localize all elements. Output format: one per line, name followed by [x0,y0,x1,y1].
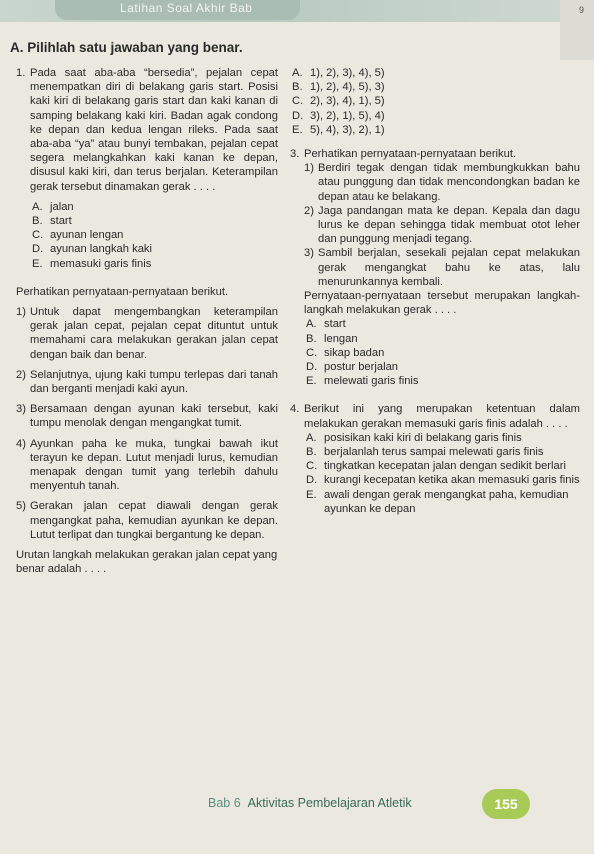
question-2-stem [16,285,278,577]
question-text: Berikut ini yang merupakan ketentuan dalam melakukan gerakan memasuki garis finis adalah . . . . [304,403,580,430]
left-column [16,66,278,577]
option-c[interactable]: C. sikap badan [306,346,385,359]
question-intro: Perhatikan pernyataan-pernyataan berikut. [16,285,229,298]
option-b[interactable]: B. 1), 2), 4), 5), 3) [292,81,385,94]
statement-2: 2) Jaga pandangan mata ke depan. Kepala dan dagu lurus ke depan sehingga tidak membuat otot leher dan punggung menjadi tegang. [304,204,580,246]
option-c[interactable]: C. ayunan lengan [32,229,124,242]
option-c[interactable]: C. tingkatkan kecepatan jalan dengan sedikit berlari [306,460,566,473]
chapter-title: Aktivitas Pembelajaran Atletik [247,796,412,810]
corner-tab [560,0,594,60]
statement-5: 5) Gerakan jalan cepat diawali dengan gerak mengangkat paha, kemudian ayunkan ke depan. Lutut terlipat dan tungkai bergantung ke depan. [16,500,278,541]
option-d[interactable]: D. postur berjalan [306,361,399,374]
statement-2: 2) Selanjutnya, ujung kaki tumpu terlepas dari tanah dan berganti menjadi kaki ayun. [16,368,278,396]
option-d[interactable]: D. kurangi kecepatan ketika akan memasuki garis finis [306,474,580,487]
option-e[interactable]: E. 5), 4), 3), 2), 1) [292,123,385,136]
statement-1: 1) Untuk dapat mengembangkan keterampilan gerak jalan cepat, pejalan cepat dituntut untuk memahami cara melakukan gerakan jalan cepat dengan baik dan benar. [16,306,278,361]
question-outro: Pernyataan-pernyataan tersebut merupakan langkah-langkah melakukan gerak . . . . [304,290,580,317]
question-outro: Urutan langkah melakukan gerakan jalan cepat yang benar adalah . . . . [16,549,278,576]
question-1 [16,66,278,271]
chapter-label: Bab 6 [208,796,241,810]
option-a[interactable]: A. start [306,318,346,331]
right-column [290,66,580,520]
page-footer [0,785,594,825]
statement-4: 4) Ayunkan paha ke muka, tungkai bawah ikut terayun ke depan. Lutut menjadi lurus, kemudian menapak dengan tumit yang terlebih dahulu menyentuh tanah. [16,437,278,493]
question-intro: Perhatikan pernyataan-pernyataan berikut. [304,148,517,161]
question-number: 3. [290,148,300,161]
header-title: Latihan Soal Akhir Bab [120,1,253,15]
question-text: Pada saat aba-aba “bersedia”, pejalan cepat menempatkan diri di belakang garis start. Posisi kaki kiri di belakang garis start dan kaki kanan di samping belakang kaki kiri. Badan agak condong ke depan dan kedua lengan rileks. Pada saat aba-aba “ya” atau bunyi tembakan, pejalan cepat segera melangkahkan kaki kanan ke depan, disusul kaki kiri, dan terus berjalan. Keterampilan gerak tersebut dinamakan gerak . . . . [30,67,278,193]
option-d[interactable]: D. ayunan langkah kaki [32,243,153,256]
section-heading: A. Pilihlah satu jawaban yang benar. [10,40,243,55]
statement-3: 3) Sambil berjalan, sesekali pejalan cepat melakukan gerak mengangkat bahu ke atas, lalu menurunkannya kembali. [304,247,580,288]
question-number: 4. [290,403,300,416]
option-d[interactable]: D. 3), 2), 1), 5), 4) [292,109,385,122]
option-c[interactable]: C. 2), 3), 4), 1), 5) [292,95,385,108]
statement-1: 1) Berdiri tegak dengan tidak membungkukkan bahu atau punggung dan tidak mencondongkan badan ke depan atau ke belakang. [304,162,580,203]
corner-number: 9 [578,5,584,15]
question-2-options [290,66,580,137]
option-e[interactable]: E. awali dengan gerak mengangkat paha, kemudian ayunkan ke depan [306,488,569,515]
question-3 [290,147,580,388]
option-e[interactable]: E. memasuki garis finis [32,257,152,270]
option-a[interactable]: A. posisikan kaki kiri di belakang garis finis [306,431,522,444]
option-b[interactable]: B. start [32,215,72,228]
footer-title [208,796,412,810]
option-a[interactable]: A. 1), 2), 3), 4), 5) [292,67,385,79]
statement-3: 3) Bersamaan dengan ayunan kaki tersebut, kaki tumpu menolak dengan mengangkat tumit. [16,403,278,430]
option-b[interactable]: B. berjalanlah terus sampai melewati garis finis [306,446,544,459]
option-a[interactable]: A. jalan [32,200,74,213]
question-number: 1. [16,67,26,79]
option-b[interactable]: B. lengan [306,332,358,345]
page-number: 155 [482,789,530,819]
question-4 [290,402,580,516]
option-e[interactable]: E. melewati garis finis [306,375,419,388]
